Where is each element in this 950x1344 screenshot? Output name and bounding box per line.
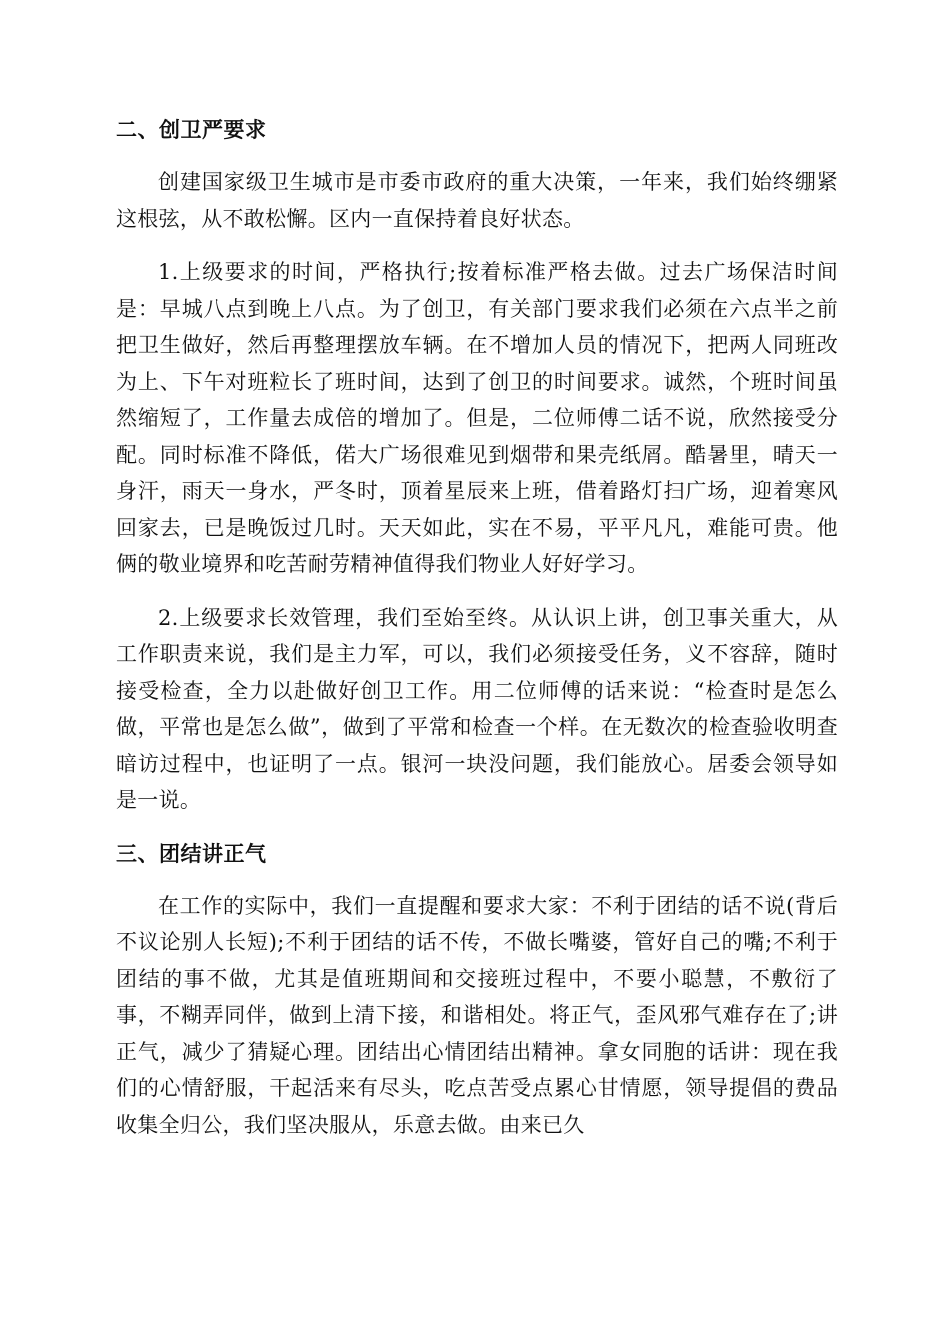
paragraph-item-2: 2.上级要求长效管理，我们至始至终。从认识上讲，创卫事关重大，从工作职责来说，我们是主力军，可以，我们必须接受任务，义不容辞，随时接受检查，全力以赴做好创卫工作。用二位师傅的话来说：“检查时是怎么做，平常也是怎么做”，做到了平常和检查一个样。在无数次的检查验收明查暗访过程中，也证明了一点。银河一块没问题，我们能放心。居委会领导如是一说。 <box>116 605 838 812</box>
paragraph-item-1: 1.上级要求的时间，严格执行;按着标准严格去做。过去广场保洁时间是：早城八点到晚上八点。为了创卫，有关部门要求我们必须在六点半之前把卫生做好，然后再整理摆放车辆。在不增加人员的情况下，把两人同班改为上、下午对班粒长了班时间，达到了创卫的时间要求。诚然，个班时间虽然缩短了，工作量去成倍的增加了。但是，二位师傅二话不说，欣然接受分配。同时标准不降低，偌大广场很难见到烟带和果壳纸屑。酷暑里，晴天一身汗，雨天一身水，严冬时，顶着星辰来上班，借着路灯扫广场，迎着寒风回家去，已是晚饭过几时。天天如此，实在不易，平平凡凡，难能可贵。他俩的敬业境界和吃苦耐劳精神值得我们物业人好好学习。 <box>116 260 838 576</box>
section-heading-2: 二、创卫严要求 <box>116 118 267 142</box>
document-body <box>116 112 838 1143</box>
paragraph-intro: 创建国家级卫生城市是市委市政府的重大决策，一年来，我们始终绷紧这根弦，从不敢松懈。区内一直保持着良好状态。 <box>116 170 838 231</box>
paragraph-unity: 在工作的实际中，我们一直提醒和要求大家：不利于团结的话不说(背后不议论别人长短);不利于团结的话不传，不做长嘴婆，管好自己的嘴;不利于团结的事不做，尤其是值班期间和交接班过程中，不要小聪慧，不敷衍了事，不糊弄同伴，做到上清下接，和谐相处。将正气，歪风邪气难存在了;讲正气，减少了猜疑心理。团结出心情团结出精神。拿女同胞的话讲：现在我们的心情舒服，干起活来有尽头，吃点苦受点累心甘情愿，领导提倡的费品收集全归公，我们坚决服从，乐意去做。由来已久 <box>116 893 838 1137</box>
section-heading-3: 三、团结讲正气 <box>116 841 267 866</box>
